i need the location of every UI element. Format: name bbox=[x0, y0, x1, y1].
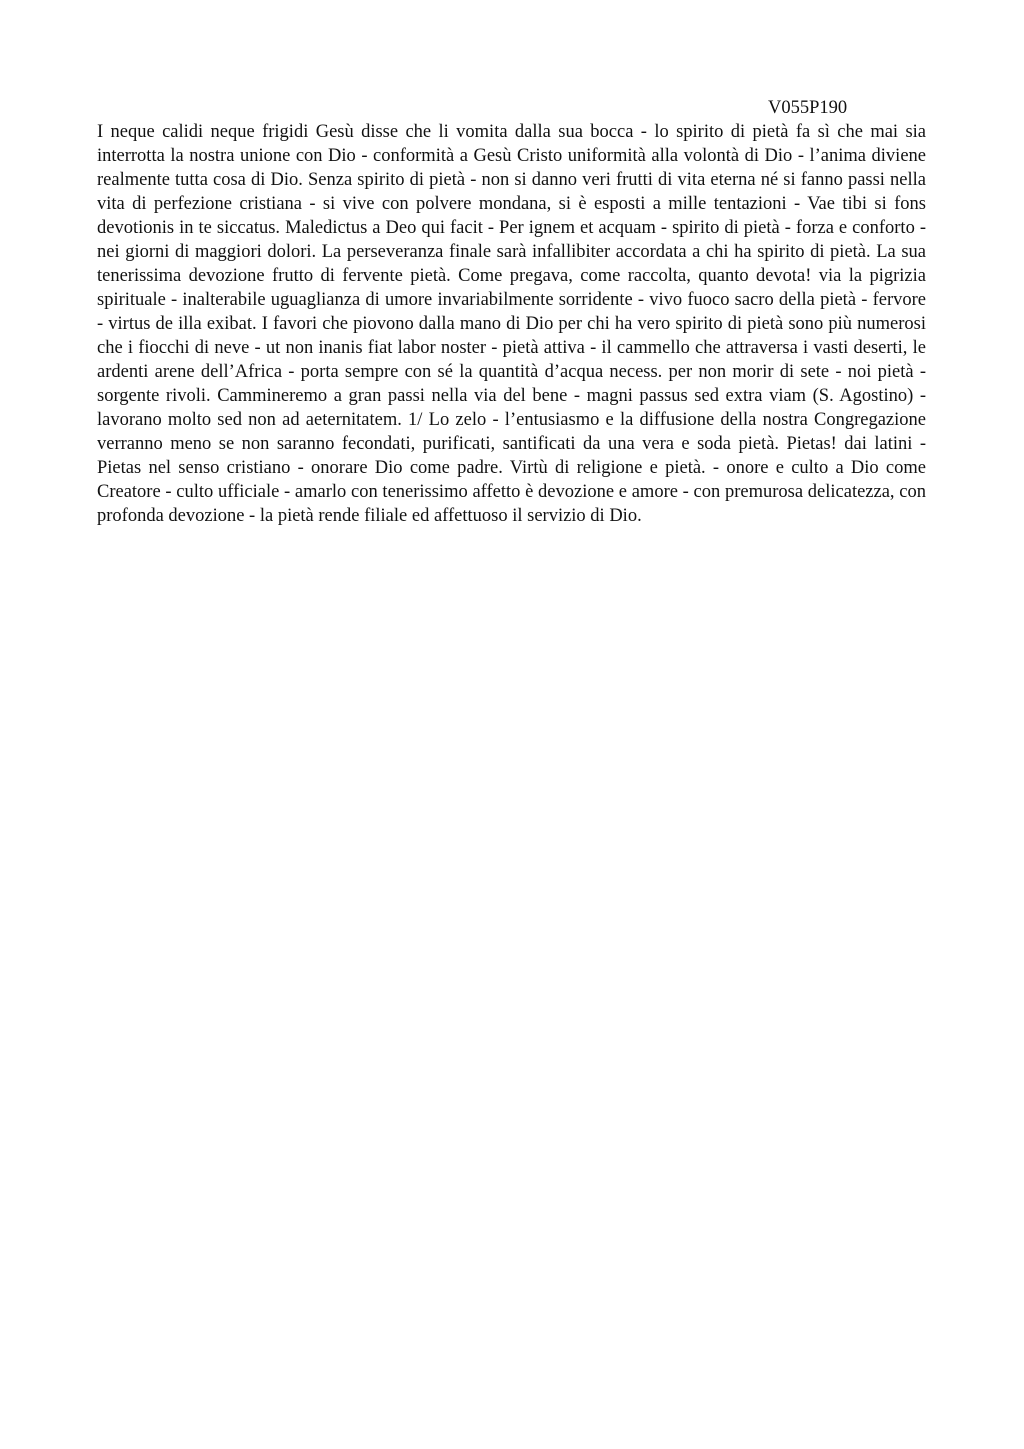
page-reference: V055P190 bbox=[768, 98, 848, 118]
body-paragraph: I neque calidi neque frigidi Gesù disse che li vomita dalla sua bocca - lo spirito di pietà fa sì che mai sia interrotta la nostra unione con Dio - conformità a Gesù Cristo uniformità alla volontà di Dio - l’anima diviene realmente tutta cosa di Dio. Senza spirito di pietà - non si danno veri frutti di vita eterna né si fanno passi nella vita di perfezione cristiana - si vive con polvere mondana, si è esposti a mille tentazioni - Vae tibi si fons devotionis in te siccatus. Maledictus a Deo qui facit - Per ignem et acquam - spirito di pietà - forza e conforto - nei giorni di maggiori dolori. La perseveranza finale sarà infallibiter accordata a chi ha spirito di pietà. La sua tenerissima devozione frutto di fervente pietà. Come pregava, come raccolta, quanto devota! via la pigrizia spirituale - inalterabile uguaglianza di umore invariabilmente sorridente - vivo fuoco sacro della pietà - fervore - virtus de illa exibat. I favori che piovono dalla mano di Dio per chi ha vero spirito di pietà sono più numerosi che i fiocchi di neve - ut non inanis fiat labor noster - pietà attiva - il cammello che attraversa i vasti deserti, le ardenti arene dell’Africa - porta sempre con sé la quantità d’acqua necess. per non morir di sete - noi pietà - sorgente rivoli. Cammineremo a gran passi nella via del bene - magni passus sed extra viam (S. Agostino) - lavorano molto sed non ad aeternitatem. 1/ Lo zelo - l’entusiasmo e la diffusione della nostra Congregazione verranno meno se non saranno fecondati, purificati, santificati da una vera e soda pietà. Pietas! dai latini - Pietas nel senso cristiano - onorare Dio come padre. Virtù di religione e pietà. - onore e culto a Dio come Creatore - culto ufficiale - amarlo con tenerissimo affetto è devozione e amore - con premurosa delicatezza, con profonda devozione - la pietà rende filiale ed affettuoso il servizio di Dio. bbox=[97, 122, 926, 526]
